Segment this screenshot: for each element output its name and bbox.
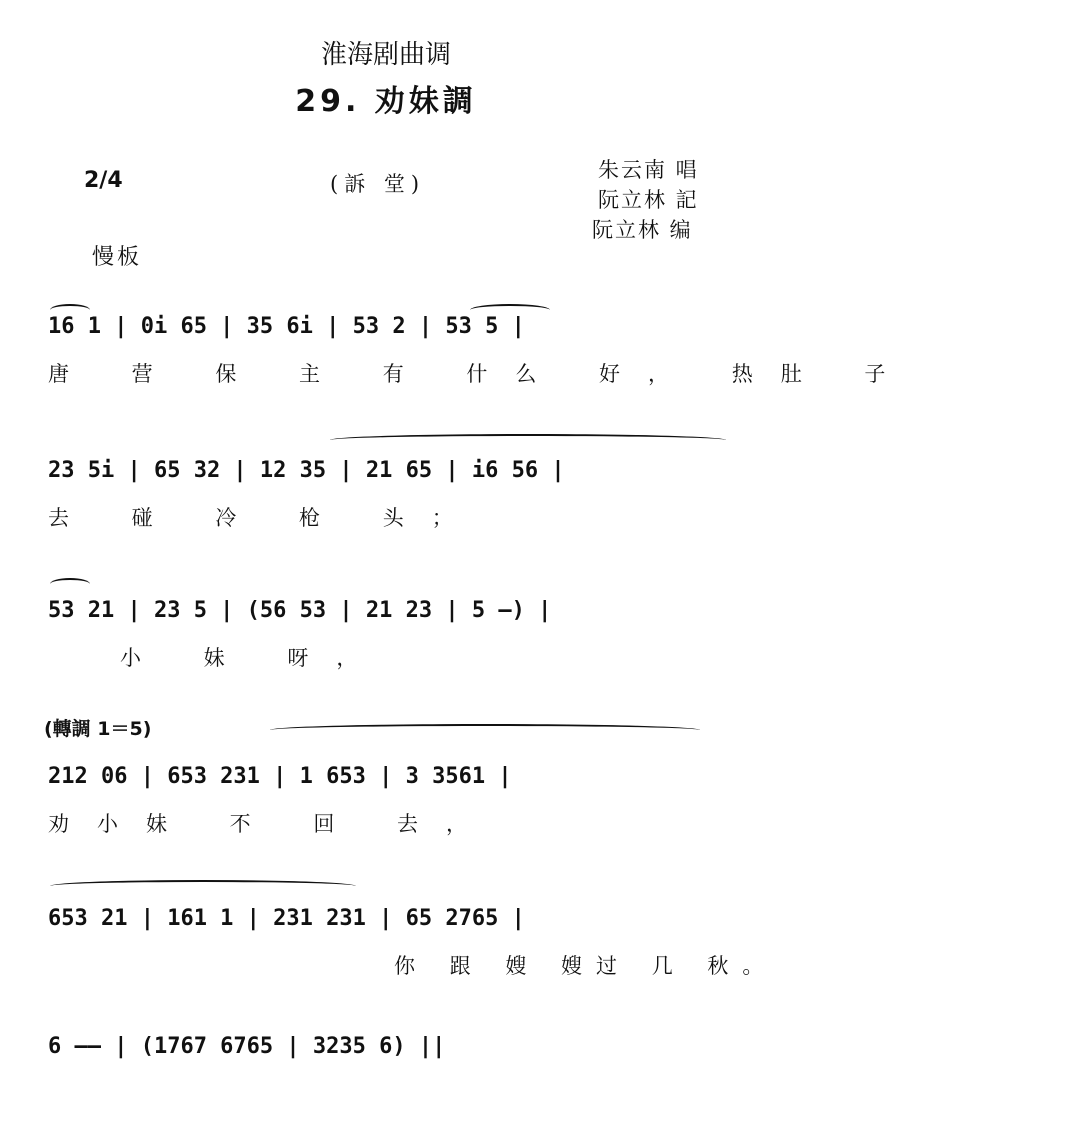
notation-line: 6 —— | (1767 6765 | 3235 6) || bbox=[48, 1033, 446, 1059]
scene-label: (訴 堂) bbox=[330, 172, 426, 196]
staff-5 bbox=[0, 896, 778, 1006]
lyrics-line: 劝小妹 不 回 去， bbox=[48, 812, 496, 836]
staff-6 bbox=[0, 1024, 772, 1134]
credit-singer: 朱云南 唱 bbox=[598, 158, 699, 182]
notation-line: 23 5i | 65 32 | 12 35 | 21 65 | i6 56 | bbox=[48, 457, 565, 483]
slur-mark bbox=[330, 434, 726, 446]
song-title: 29. 劝妹調 bbox=[295, 84, 477, 119]
notation-line: 653 21 | 161 1 | 231 231 | 65 2765 | bbox=[48, 905, 525, 931]
slur-mark bbox=[270, 724, 700, 736]
page-title: 淮海剧曲调 bbox=[320, 40, 451, 70]
notation-line: 53 21 | 23 5 | (56 53 | 21 23 | 5 —) | bbox=[48, 597, 552, 623]
lyrics-line: 去 碰 冷 枪 头； bbox=[48, 506, 481, 530]
lyrics-line: 你 跟 嫂 嫂过 几 秋。 bbox=[394, 954, 778, 978]
slur-mark bbox=[50, 880, 356, 892]
time-signature: 2/4 bbox=[84, 168, 123, 193]
lyrics-line: 小 妹 呀， bbox=[120, 646, 386, 670]
credit-editor: 阮立林 编 bbox=[592, 218, 693, 242]
staff-3 bbox=[0, 588, 772, 698]
key-change-marking: (轉調 1＝5) bbox=[44, 718, 152, 740]
staff-1 bbox=[0, 304, 914, 414]
notation-line: 16 1 | 0i 65 | 35 6i | 53 2 | 53 5 | bbox=[48, 313, 525, 339]
lyrics-line: 唐 营 保 主 有 什么 好， 热肚 子 bbox=[48, 362, 914, 386]
notation-line: 212 06 | 653 231 | 1 653 | 3 3561 | bbox=[48, 763, 512, 789]
credit-recorder: 阮立林 記 bbox=[598, 188, 699, 212]
staff-2 bbox=[0, 448, 772, 558]
tempo-marking: 慢板 bbox=[92, 245, 143, 270]
staff-4 bbox=[0, 754, 772, 864]
